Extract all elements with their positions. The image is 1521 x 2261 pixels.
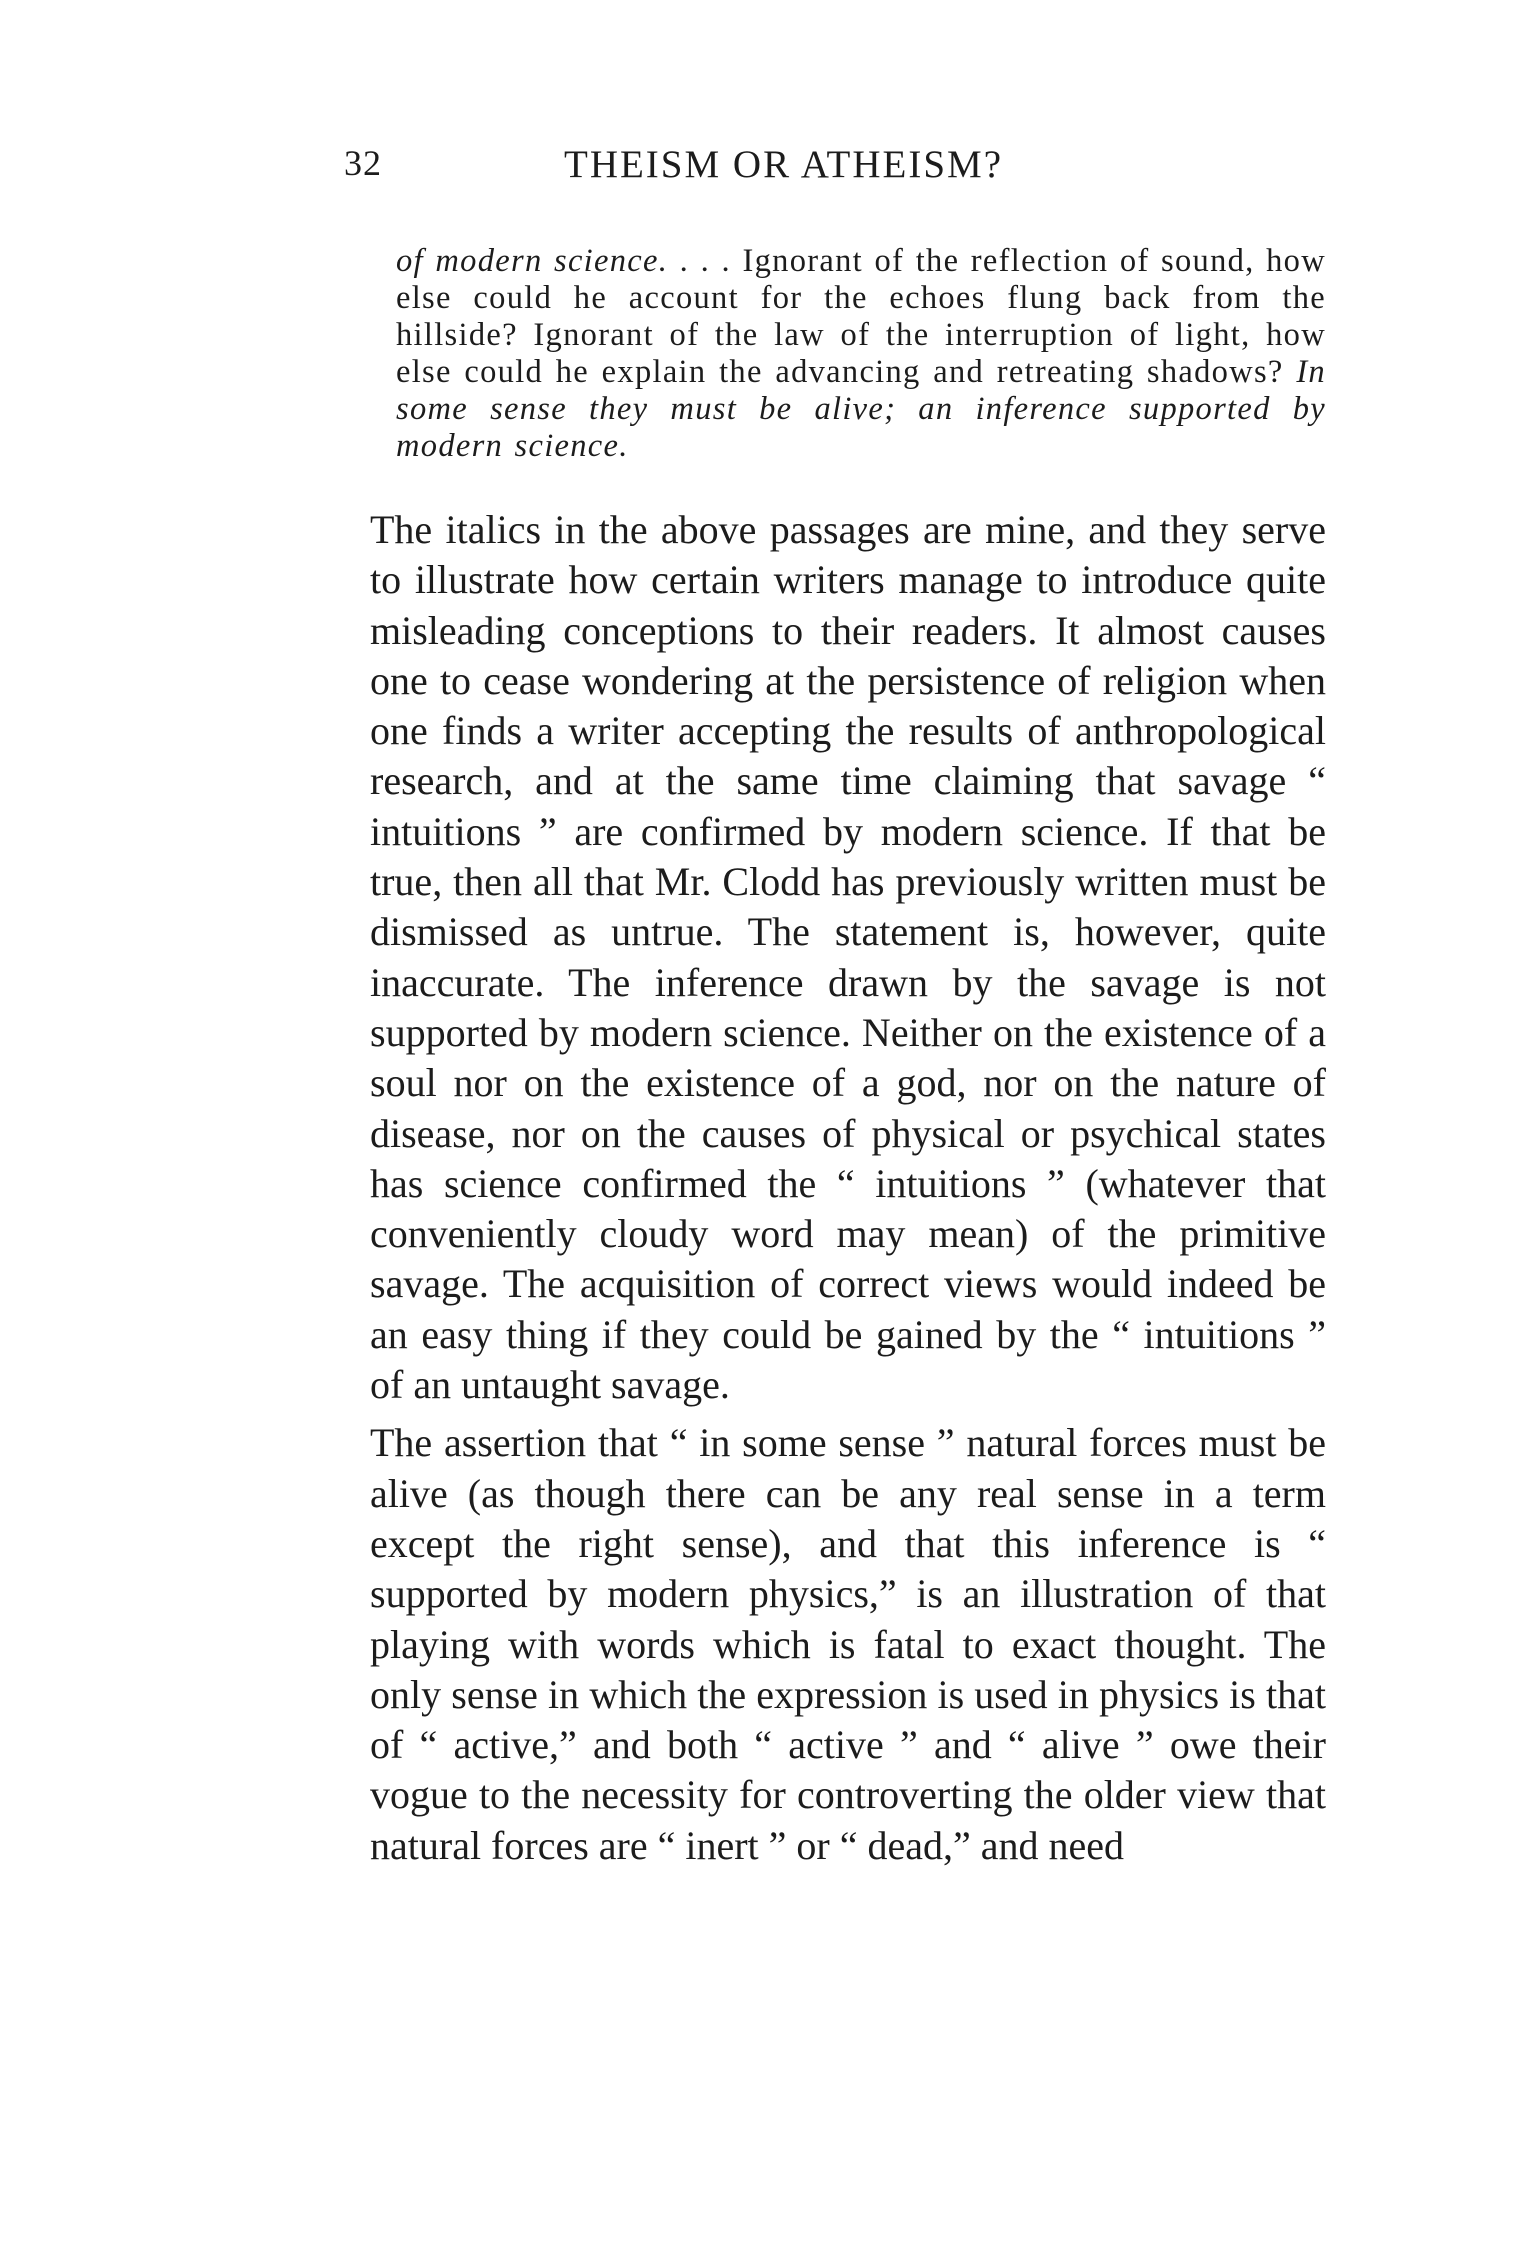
quote-italic-start: of modern science. xyxy=(396,243,669,279)
paragraph-1: The italics in the above passages are mine, and they serve to illustrate how certain writers manage to introduce quite misleading conceptions to their readers. It almost causes one to cease wondering at the persistence of religion when one finds a writer accepting the results of anthropological research, and at the same time claiming that savage “ intuitions ” are confirmed by modern science. If that be true, then all that Mr. Clodd has previously written must be dismissed as untrue. The statement is, however, quite inaccurate. The inference drawn by the savage is not supported by modern science. Neither on the existence of a soul nor on the existence of a god, nor on the nature of disease, nor on the causes of physical or psychical states has science confirmed the “ intuitions ” (whatever that conveniently cloudy word may mean) of the primitive savage. The acquisition of correct views would indeed be an easy thing if they could be gained by the “ intuitions ” of an untaught savage. xyxy=(370,507,1326,1408)
quote-roman: . . . Ignorant of the reflection of sound, how else could he account for the echoes flung back from the hillside? Ignorant of the law of the interruption of light, how else could he explain the advancing and retreating shadows? xyxy=(396,243,1326,390)
block-quote xyxy=(396,243,1326,465)
running-header xyxy=(344,142,1344,202)
running-title: THEISM OR ATHEISM? xyxy=(564,143,1004,186)
page-number: 32 xyxy=(344,143,382,183)
block-quote-text xyxy=(396,243,1326,465)
body-text xyxy=(370,505,1326,1879)
quote-italic-end: In some sense they must be alive; an inference supported by modern science. xyxy=(396,354,1326,464)
paragraph-2: The assertion that “ in some sense ” natural forces must be alive (as though there can be any real sense in a term except the right sense), and that this inference is “ supported by modern physics,” is an illustration of that playing with words which is fatal to exact thought. The only sense in which the expression is used in physics is that of “ active,” and both “ active ” and “ alive ” owe their vogue to the necessity for controverting the older view that natural forces are “ inert ” or “ dead,” and need xyxy=(370,1420,1326,1868)
